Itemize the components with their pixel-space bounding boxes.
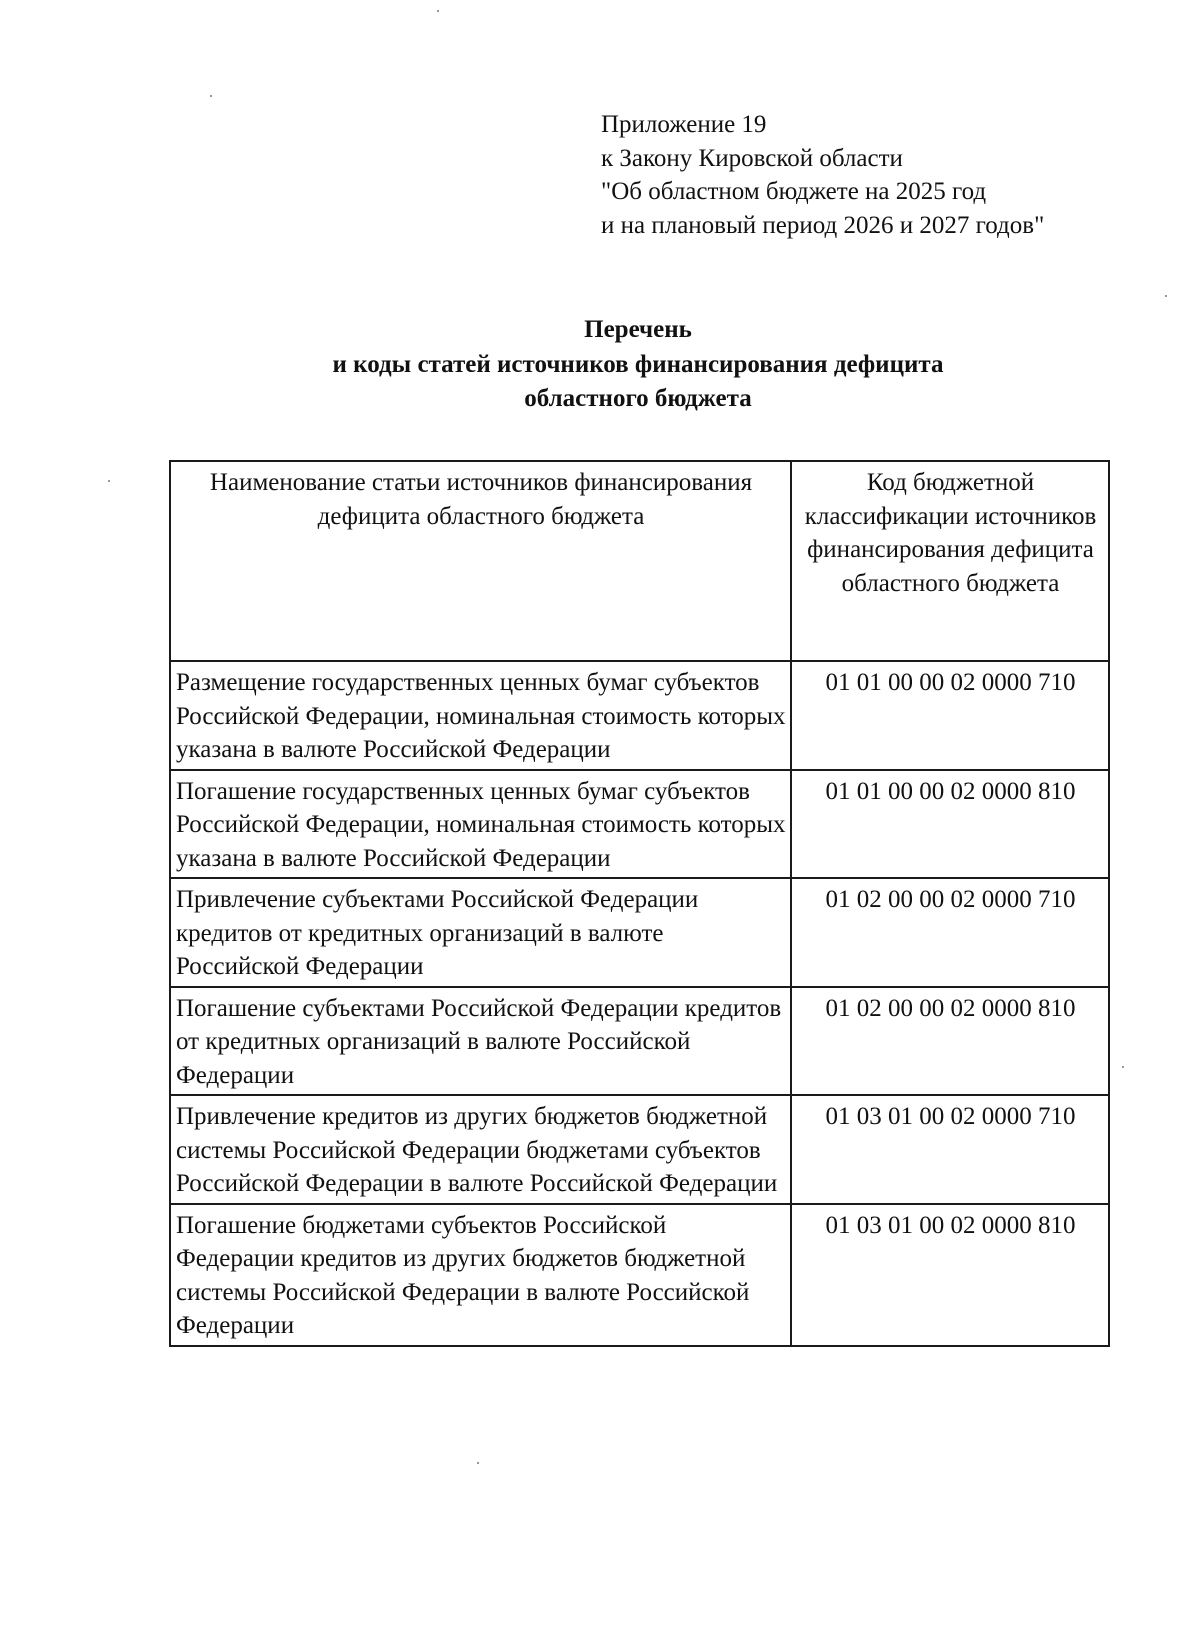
row-name: Привлечение кредитов из других бюджетов бюджетной системы Российской Федерации бюджетами субъектов Российской Федерации в валюте Российской Федерации bbox=[170, 1095, 791, 1204]
row-name: Привлечение субъектами Российской Федерации кредитов от кредитных организаций в валюте Российской Федерации bbox=[170, 878, 791, 987]
table-row bbox=[170, 1204, 1109, 1346]
title-line: Перечень bbox=[584, 316, 692, 343]
row-code: 01 03 01 00 02 0000 810 bbox=[791, 1204, 1109, 1346]
row-code: 01 01 00 00 02 0000 710 bbox=[791, 661, 1109, 770]
row-code: 01 02 00 00 02 0000 710 bbox=[791, 878, 1109, 987]
header-name: Наименование статьи источников финансирования дефицита областного бюджета bbox=[170, 461, 791, 661]
scan-speck bbox=[108, 480, 110, 482]
table-row bbox=[170, 987, 1109, 1096]
row-name: Размещение государственных ценных бумаг субъектов Российской Федерации, номинальная стоимость которых указана в валюте Российской Федерации bbox=[170, 661, 791, 770]
appendix-note bbox=[601, 108, 1161, 242]
table-row bbox=[170, 1095, 1109, 1204]
scan-speck bbox=[437, 10, 439, 12]
table-row bbox=[170, 770, 1109, 879]
row-code: 01 02 00 00 02 0000 810 bbox=[791, 987, 1109, 1096]
row-name: Погашение бюджетами субъектов Российской Федерации кредитов из других бюджетов бюджетной системы Российской Федерации в валюте Российской Федерации bbox=[170, 1204, 791, 1346]
table-row bbox=[170, 878, 1109, 987]
appendix-line: и на плановый период 2026 и 2027 годов" bbox=[601, 211, 1045, 239]
row-name: Погашение субъектами Российской Федерации кредитов от кредитных организаций в валюте Российской Федерации bbox=[170, 987, 791, 1096]
header-code: Код бюджетной классификации источников финансирования дефицита областного бюджета bbox=[791, 461, 1109, 661]
appendix-line: к Закону Кировской области bbox=[601, 144, 903, 172]
document-title bbox=[168, 313, 1108, 417]
row-name: Погашение государственных ценных бумаг субъектов Российской Федерации, номинальная стоимость которых указана в валюте Российской Федерации bbox=[170, 770, 791, 879]
scan-speck bbox=[1122, 1066, 1124, 1068]
appendix-line: "Об областном бюджете на 2025 год bbox=[601, 178, 987, 205]
appendix-line: Приложение 19 bbox=[601, 111, 767, 138]
scan-speck bbox=[1165, 295, 1167, 297]
table-row bbox=[170, 661, 1109, 770]
title-line: областного бюджета bbox=[524, 385, 752, 412]
table-header-row bbox=[170, 461, 1109, 661]
scan-speck bbox=[477, 1462, 479, 1464]
row-code: 01 03 01 00 02 0000 710 bbox=[791, 1095, 1109, 1204]
sources-table bbox=[169, 460, 1110, 1347]
scan-speck bbox=[210, 95, 212, 97]
row-code: 01 01 00 00 02 0000 810 bbox=[791, 770, 1109, 879]
title-line: и коды статей источников финансирования дефицита bbox=[332, 350, 944, 378]
